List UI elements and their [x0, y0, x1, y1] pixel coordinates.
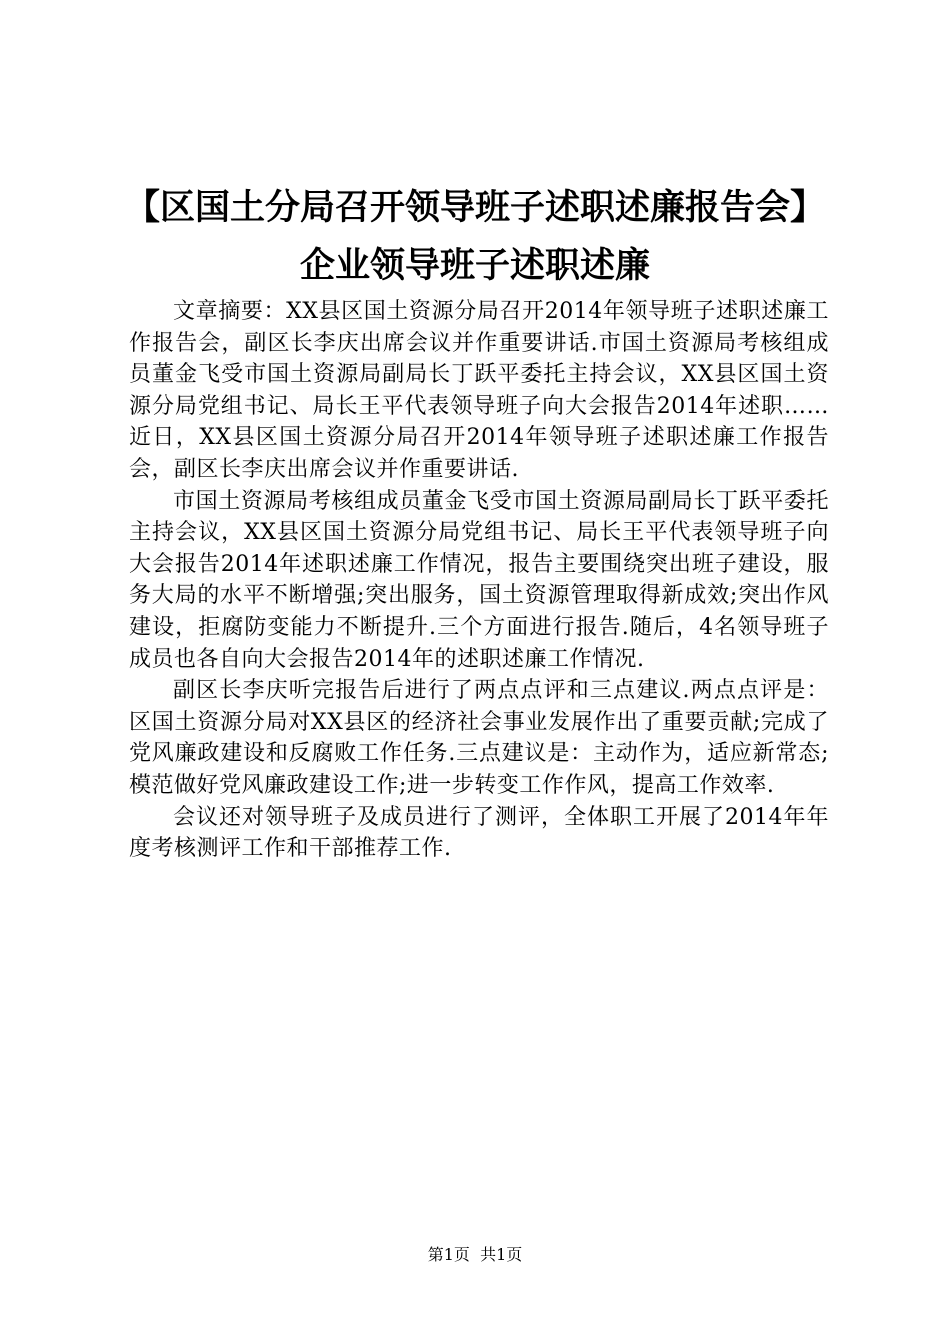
document-body [129, 296, 829, 865]
paragraph-3: 副区长李庆听完报告后进行了两点点评和三点建议.两点点评是：区国土资源分局对XX县区的经济社会事业发展作出了重要贡献;完成了党风廉政建设和反腐败工作任务.三点建议是：主动作为，适应新常态;模范做好党风廉政建设工作;进一步转变工作作风，提高工作效率. [129, 678, 829, 798]
paragraph-1: 文章摘要：XX县区国土资源分局召开2014年领导班子述职述廉工作报告会，副区长李庆出席会议并作重要讲话.市国土资源局考核组成员董金飞受市国土资源局副局长丁跃平委托主持会议，XX县区国土资源分局党组书记、局长王平代表领导班子向大会报告2014年述职……近日，XX县区国土资源分局召开2014年领导班子述职述廉工作报告会，副区长李庆出席会议并作重要讲话. [129, 299, 829, 482]
paragraph-2: 市国土资源局考核组成员董金飞受市国土资源局副局长丁跃平委托主持会议，XX县区国土资源分局党组书记、局长王平代表领导班子向大会报告2014年述职述廉工作情况，报告主要围绕突出班子建设，服务大局的水平不断增强;突出服务，国土资源管理取得新成效;突出作风建设，拒腐防变能力不断提升.三个方面进行报告.随后，4名领导班子成员也各自向大会报告2014年的述职述廉工作情况. [129, 488, 829, 672]
paragraph-4: 会议还对领导班子及成员进行了测评，全体职工开展了2014年年度考核测评工作和干部推荐工作. [129, 804, 829, 862]
document-title-line-1: 【区国土分局召开领导班子述职述廉报告会】 [124, 187, 825, 228]
document-title-line-2: 企业领导班子述职述廉 [299, 245, 650, 286]
page-number-footer: 第1页 共1页 [427, 1245, 523, 1264]
